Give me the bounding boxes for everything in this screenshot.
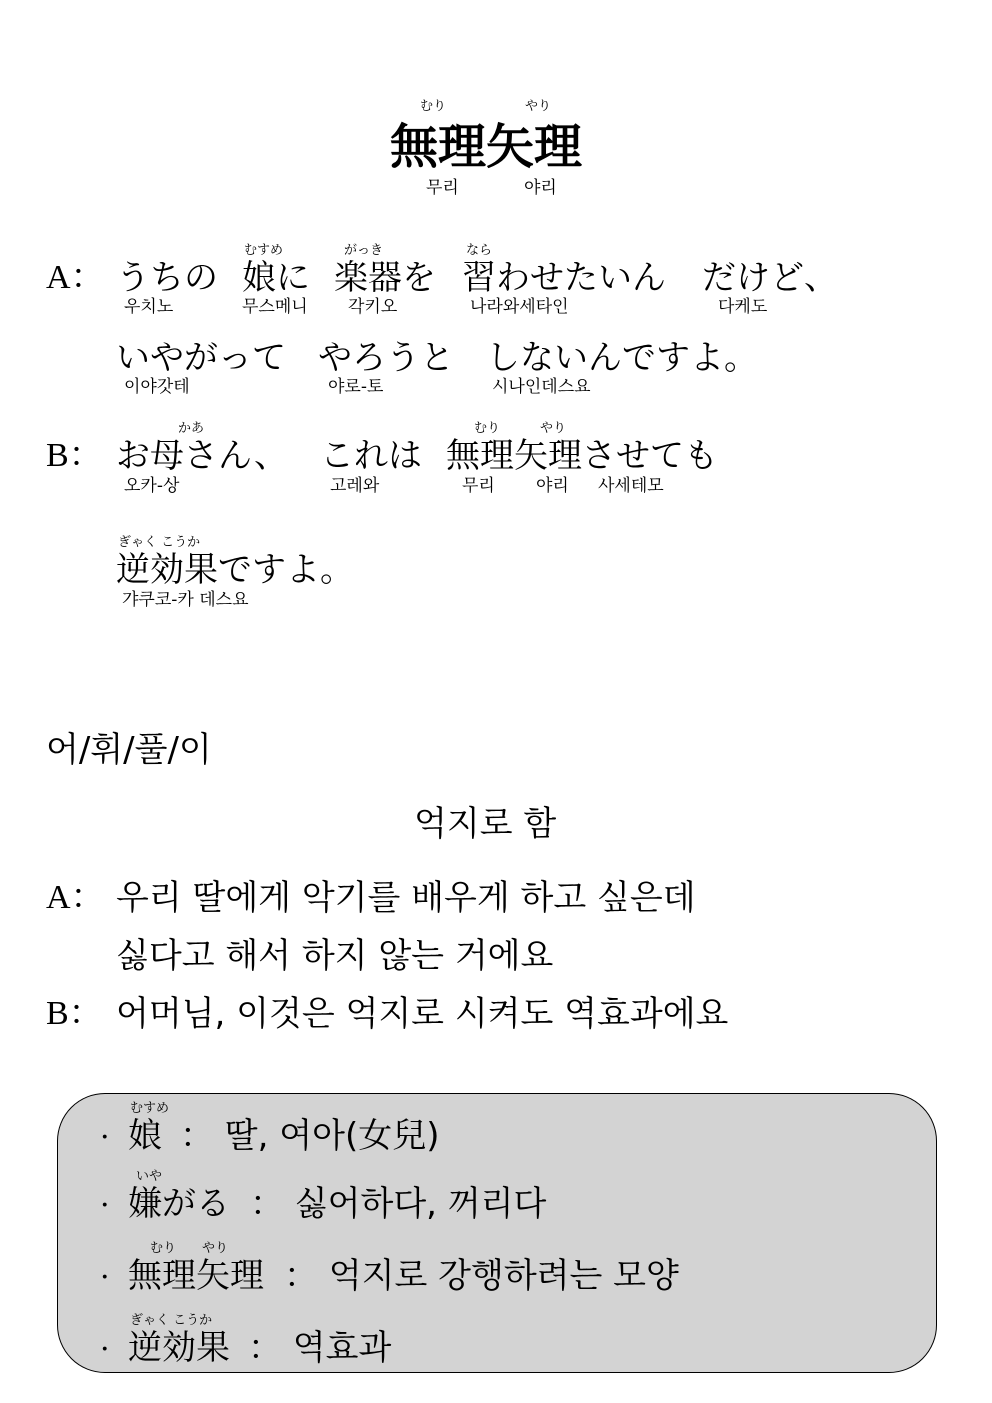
- a1-kor-2: 각키오: [348, 297, 398, 317]
- a2-kor-2: 시나인데스요: [492, 377, 591, 397]
- a1-jp-3: 習わせたいん: [462, 258, 666, 298]
- a1-jp-1: 娘に: [242, 258, 310, 298]
- page-title: 無理矢理: [390, 119, 583, 175]
- gloss-ruby-0: むすめ: [130, 1101, 170, 1116]
- gloss-term-0: 娘: [128, 1116, 162, 1156]
- gloss-term-1: 嫌がる: [128, 1184, 230, 1224]
- a1-jp-2: 楽器を: [334, 258, 436, 298]
- b1-jp-1: これは: [320, 436, 422, 476]
- trans-a-line1: 우리 딸에게 악기를 배우게 하고 싶은데: [116, 878, 696, 918]
- a2-jp-1: やろうと: [318, 338, 454, 378]
- trans-b-line: 어머님, 이것은 억지로 시켜도 역효과에요: [116, 994, 729, 1034]
- ruby-kaa: かあ: [178, 421, 205, 436]
- gloss-ruby-2: むり やり: [150, 1241, 229, 1256]
- b1-kor-4: 사세테모: [598, 476, 664, 496]
- title-meaning: 억지로 함: [414, 804, 557, 844]
- title-ruby-right: やり: [525, 99, 552, 114]
- ruby-yari: やり: [540, 421, 567, 436]
- gloss-ruby-1: いや: [136, 1169, 163, 1184]
- a1-jp-4: だけど、: [702, 258, 838, 298]
- speaker-b-label: B：: [46, 437, 103, 474]
- bullet-2: ·: [100, 1260, 110, 1295]
- b1-kor-3: 야리: [536, 476, 569, 496]
- title-korean-right: 야리: [524, 178, 557, 198]
- b1-jp-2: 無理矢理させても: [446, 436, 718, 476]
- gloss-term-3: 逆効果: [128, 1328, 230, 1368]
- gloss-def-3: ： 역효과: [248, 1328, 392, 1368]
- ruby-musume: むすめ: [244, 243, 284, 258]
- b1-jp-0: お母さん、: [116, 436, 289, 476]
- a2-jp-0: いやがって: [116, 338, 286, 378]
- gloss-ruby-3: ぎゃく こうか: [130, 1313, 213, 1328]
- bullet-1: ·: [100, 1188, 110, 1223]
- a1-jp-0: うちの: [116, 258, 218, 298]
- ruby-gyakukouka: ぎゃく こうか: [118, 535, 201, 550]
- gloss-term-2: 無理矢理: [128, 1256, 264, 1296]
- trans-a-line2: 싫다고 해서 하지 않는 거에요: [116, 936, 554, 976]
- gloss-def-1: ： 싫어하다, 꺼리다: [250, 1184, 547, 1224]
- speaker-a-label: A：: [46, 259, 105, 296]
- a2-kor-0: 이야갓테: [124, 377, 190, 397]
- b1-kor-2: 무리: [462, 476, 495, 496]
- b2-jp-0: 逆効果ですよ。: [116, 550, 354, 590]
- bullet-3: ·: [100, 1332, 110, 1367]
- title-korean-left: 무리: [426, 178, 459, 198]
- bullet-0: ·: [100, 1120, 110, 1155]
- b1-kor-1: 고레와: [330, 476, 380, 496]
- ruby-gakki: がっき: [344, 243, 384, 258]
- b2-kor-0: 갸쿠코-카 데스요: [122, 590, 249, 610]
- a1-kor-0: 우치노: [124, 297, 174, 317]
- vocab-heading: 어/휘/풀/이: [46, 730, 212, 770]
- trans-b-label: B：: [46, 995, 103, 1032]
- gloss-def-2: ： 억지로 강행하려는 모양: [284, 1256, 679, 1296]
- trans-a-label: A：: [46, 879, 105, 916]
- a2-kor-1: 야로-토: [328, 377, 384, 397]
- ruby-muri: むり: [474, 421, 501, 436]
- gloss-def-0: ： 딸, 여아(女兒): [180, 1116, 440, 1156]
- b1-kor-0: 오카-상: [124, 476, 180, 496]
- a1-kor-4: 다케도: [718, 297, 768, 317]
- a2-jp-2: しないんですよ。: [486, 338, 758, 378]
- ruby-nara: なら: [466, 243, 493, 258]
- a1-kor-3: 나라와세타인: [470, 297, 569, 317]
- title-ruby-left: むり: [420, 99, 447, 114]
- a1-kor-1: 무스메니: [242, 297, 308, 317]
